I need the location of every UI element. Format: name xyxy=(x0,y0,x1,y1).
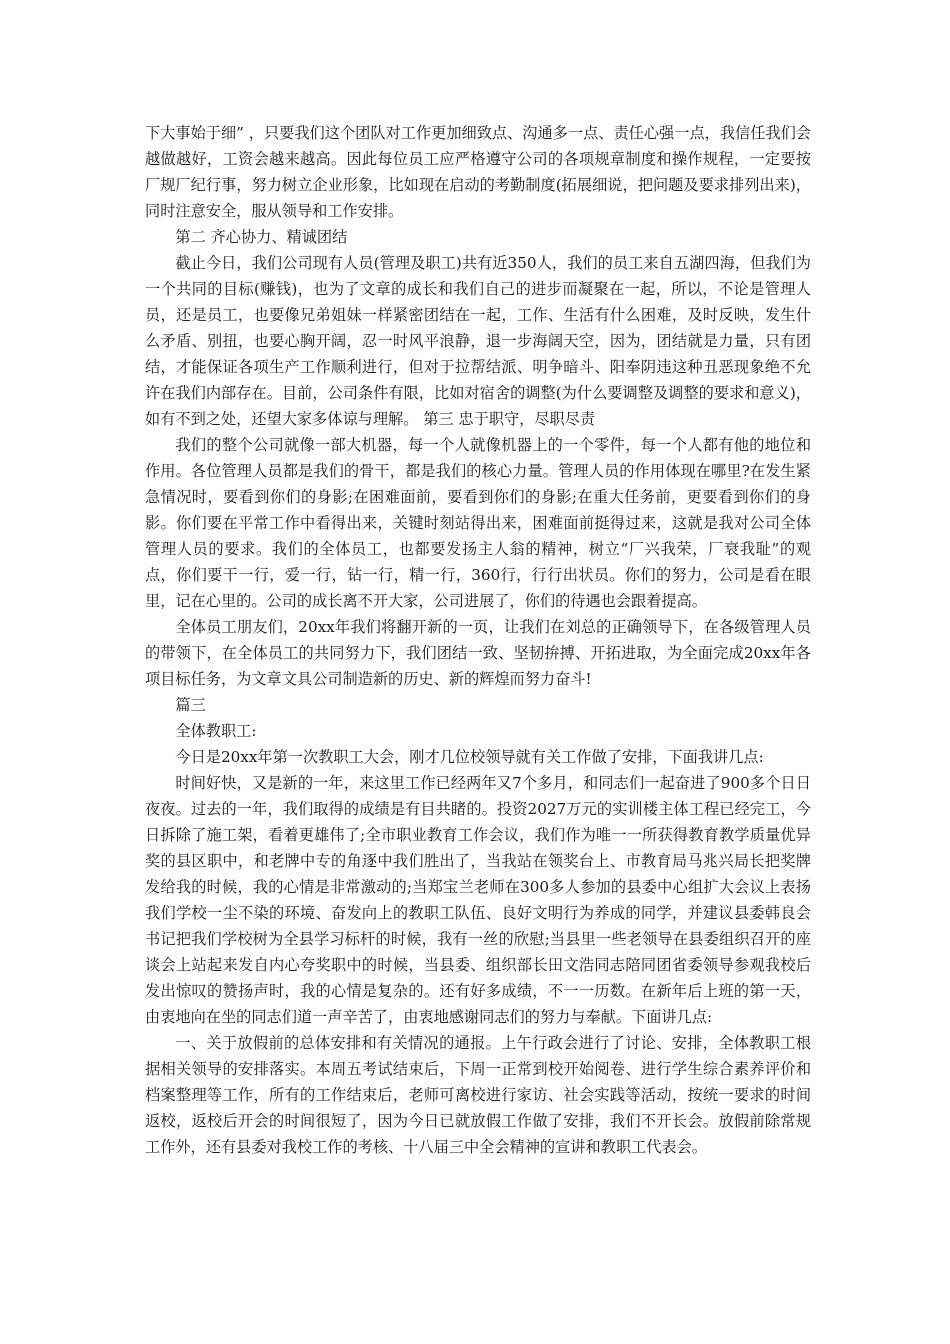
paragraph-holiday-arrangements: 一、关于放假前的总体安排和有关情况的通报。上午行政会进行了讨论、安排，全体教职工根据相关领导的安排落实。本周五考试结束后，下周一正常到校开始阅卷、进行学生综合素养评价和档案整理等工作，所有的工作结束后，老师可离校进行家访、社会实践等活动，按统一要求的时间返校，返校后开会的时间很短了，因为今日已就放假工作做了安排，我们不开长会。放假前除常规工作外，还有县委对我校工作的考核、十八届三中全会精神的宣讲和教职工代表会。 xyxy=(145,1034,811,1156)
document-page xyxy=(145,120,811,1160)
section-heading-unity: 第二 齐心协力、精诚团结 xyxy=(175,228,348,246)
paragraph-closing: 全体员工朋友们，20xx年我们将翻开新的一页，让我们在刘总的正确领导下，在各级管理人员的带领下，在全体员工的共同努力下，我们团结一致、坚韧拚搏、开拓进取，为全面完成20xx年各项目标任务，为文章文具公司制造新的历史、新的辉煌而努力奋斗! xyxy=(145,618,811,688)
salutation: 全体教职工: xyxy=(175,722,257,740)
paragraph-unity: 截止今日，我们公司现有人员(管理及职工)共有近350人，我们的员工来自五湖四海，但我们为一个共同的目标(赚钱)，也为了文章的成长和我们自己的进步而凝聚在一起，所以，不论是管理人员，还是员工，也要像兄弟姐妹一样紧密团结在一起，工作、生活有什么困难，及时反映，发生什么矛盾、别扭，也要心胸开阔，忍一时风平浪静，退一步海阔天空，因为，团结就是力量，只有团结，才能保证各项生产工作顺利进行，但对于拉帮结派、明争暗斗、阳奉阴违这种丑恶现象绝不允许在我们内部存在。目前，公司条件有限，比如对宿舍的调整(为什么要调整及调整的要求和意义)，如有不到之处，还望大家多体谅与理解。 第三 忠于职守，尽职尽责 xyxy=(145,254,811,428)
paragraph-machine: 我们的整个公司就像一部大机器，每一个人就像机器上的一个零件，每一个人都有他的地位和作用。各位管理人员都是我们的骨干，都是我们的核心力量。管理人员的作用体现在哪里?在发生紧急情况时，要看到你们的身影;在困难面前，要看到你们的身影;在重大任务前，更要看到你们的身影。你们要在平常工作中看得出来，关键时刻站得出来，困难面前挺得过来，这就是我对公司全体管理人员的要求。我们的全体员工，也都要发扬主人翁的精神，树立“厂兴我荣，厂衰我耻”的观点，你们要干一行，爱一行，钻一行，精一行，360行，行行出状员。你们的努力，公司是看在眼里，记在心里的。公司的成长离不开大家，公司进展了，你们的待遇也会跟着提高。 xyxy=(145,436,811,610)
paragraph-intro: 今日是20xx年第一次教职工大会，刚才几位校领导就有关工作做了安排，下面我讲几点: xyxy=(175,748,764,766)
paragraph-continuation: 下大事始于细” ，只要我们这个团队对工作更加细致点、沟通多一点、责任心强一点，我信任我们会越做越好，工资会越来越高。因此每位员工应严格遵守公司的各项规章制度和操作规程，一定要按厂规厂纪行事，努力树立企业形象，比如现在启动的考勤制度(拓展细说，把问题及要求排列出来)，同时注意安全，服从领导和工作安排。 xyxy=(145,124,811,220)
section-heading-part-three: 篇三 xyxy=(175,696,206,714)
paragraph-achievements: 时间好快，又是新的一年，来这里工作已经两年又7个多月，和同志们一起奋进了900多个日日夜夜。过去的一年，我们取得的成绩是有目共睹的。投资2027万元的实训楼主体工程已经完工，今日拆除了施工架，看着更雄伟了;全市职业教育工作会议，我们作为唯一一所获得教育教学质量优异奖的县区职中，和老牌中专的角逐中我们胜出了，当我站在领奖台上、市教育局马兆兴局长把奖牌发给我的时候，我的心情是非常激动的;当郑宝兰老师在300多人参加的县委中心组扩大会议上表扬我们学校一尘不染的环境、奋发向上的教职工队伍、良好文明行为养成的同学，并建议县委韩良会书记把我们学校树为全县学习标杆的时候，我有一丝的欣慰;当县里一些老领导在县委组织召开的座谈会上站起来发自内心夸奖职中的时候，当县委、组织部长田文浩同志陪同团省委领导参观我校后发出惊叹的赞扬声时，我的心情是复杂的。还有好多成绩，不一一历数。在新年后上班的第一天，由衷地向在坐的同志们道一声辛苦了，由衷地感谢同志们的努力与奉献。下面讲几点: xyxy=(145,774,811,1026)
